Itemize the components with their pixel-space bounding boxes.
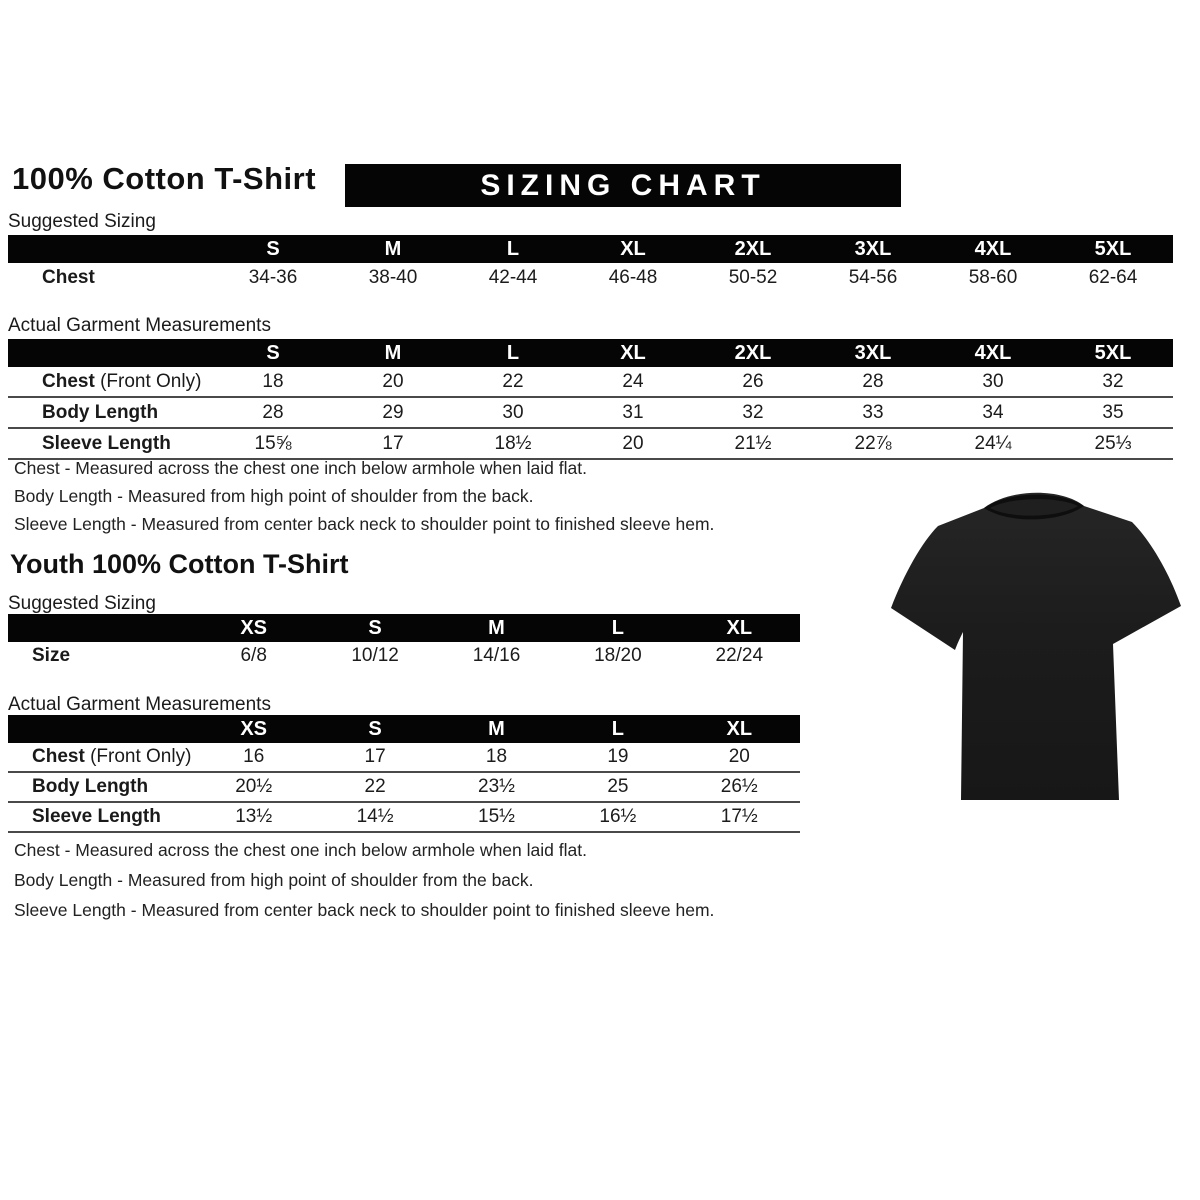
col-header: 4XL	[974, 237, 1012, 260]
col-header: XS	[240, 717, 268, 740]
table-cell: 26	[742, 370, 764, 392]
col-header: L	[506, 237, 520, 260]
adult-suggested-header-row	[8, 235, 1173, 263]
table-cell: 21½	[734, 432, 772, 454]
youth-actual-table	[8, 715, 800, 833]
col-header: M	[488, 717, 505, 740]
row-label: Chest (Front Only)	[32, 746, 192, 767]
youth-actual-label: Actual Garment Measurements	[8, 694, 271, 715]
table-cell: 33	[862, 401, 884, 423]
table-row	[8, 803, 800, 833]
table-cell: 15⅝	[254, 432, 292, 454]
table-row	[8, 263, 1173, 292]
col-header: M	[488, 616, 505, 639]
table-cell: 18/20	[594, 645, 642, 666]
table-cell: 18½	[494, 432, 532, 454]
row-label: Size	[32, 645, 71, 666]
table-cell: 28	[262, 401, 284, 423]
note-chest: Chest - Measured across the chest one inch below armhole when laid flat.	[14, 458, 587, 478]
black-tshirt-image	[878, 466, 1196, 818]
col-header: L	[611, 616, 624, 639]
table-cell: 24	[622, 370, 644, 392]
table-cell: 31	[622, 401, 644, 423]
table-cell: 30	[502, 401, 524, 423]
adult-suggested-label: Suggested Sizing	[8, 211, 156, 232]
table-cell: 25	[607, 776, 629, 797]
col-header: XL	[620, 341, 646, 364]
table-cell: 10/12	[351, 645, 399, 666]
table-row	[8, 642, 800, 670]
row-label: Sleeve Length	[42, 432, 171, 454]
table-row	[8, 398, 1173, 429]
table-cell: 15½	[478, 806, 515, 827]
youth-suggested-label: Suggested Sizing	[8, 593, 156, 614]
row-label: Chest	[42, 266, 95, 288]
table-cell: 32	[1102, 370, 1124, 392]
table-cell: 58-60	[968, 266, 1018, 288]
table-cell: 19	[607, 746, 629, 767]
table-cell: 20½	[235, 776, 273, 797]
table-cell: 20	[382, 370, 404, 392]
table-cell: 18	[485, 746, 508, 767]
note-body-length: Body Length - Measured from high point of shoulder from the back.	[14, 486, 534, 506]
table-cell: 28	[862, 370, 884, 392]
table-cell: 17½	[720, 806, 758, 827]
tshirt-body	[891, 493, 1181, 800]
table-cell: 18	[262, 370, 284, 392]
col-header: XL	[726, 616, 753, 639]
youth-actual-header-row	[8, 715, 800, 743]
sizing-chart-banner-text: SIZING CHART	[480, 168, 766, 202]
col-header: S	[266, 237, 280, 260]
table-cell: 34	[982, 401, 1004, 423]
note-body-length: Body Length - Measured from high point of shoulder from the back.	[14, 870, 534, 890]
table-cell: 20	[622, 432, 644, 454]
table-row	[8, 773, 800, 803]
table-cell: 30	[982, 370, 1004, 392]
table-cell: 35	[1102, 401, 1124, 423]
table-cell: 16	[243, 746, 265, 767]
col-header: 2XL	[734, 341, 772, 364]
table-cell: 24¼	[974, 432, 1012, 454]
table-cell: 29	[382, 401, 404, 423]
col-header: 2XL	[734, 237, 772, 260]
note-sleeve-length: Sleeve Length - Measured from center back neck to shoulder point to finished sleeve hem.	[14, 514, 715, 534]
row-label: Body Length	[32, 776, 149, 797]
adult-actual-table	[8, 339, 1173, 460]
table-row	[8, 429, 1173, 460]
col-header: M	[384, 341, 402, 364]
table-cell: 62-64	[1088, 266, 1138, 288]
tshirt-svg	[878, 466, 1196, 818]
table-cell: 22	[502, 370, 524, 392]
col-header: XL	[620, 237, 646, 260]
col-header: 5XL	[1094, 341, 1132, 364]
table-cell: 17	[364, 746, 386, 767]
youth-measurement-notes	[14, 841, 714, 931]
col-header: M	[384, 237, 402, 260]
table-row	[8, 743, 800, 773]
table-cell: 13½	[235, 806, 273, 827]
table-cell: 20	[728, 746, 750, 767]
table-cell: 22	[364, 776, 386, 797]
table-cell: 16½	[599, 806, 637, 827]
col-header: S	[266, 341, 280, 364]
youth-suggested-table	[8, 614, 800, 670]
col-header: XS	[240, 616, 268, 639]
table-cell: 6/8	[240, 645, 267, 666]
col-header: 3XL	[854, 237, 892, 260]
table-cell: 14/16	[472, 645, 521, 666]
youth-title: Youth 100% Cotton T-Shirt	[10, 549, 349, 579]
table-cell: 34-36	[248, 266, 298, 288]
table-cell: 50-52	[728, 266, 778, 288]
col-header: S	[368, 717, 382, 740]
col-header: XL	[726, 717, 753, 740]
table-cell: 54-56	[848, 266, 898, 288]
table-cell: 23½	[478, 776, 515, 797]
col-header: 3XL	[854, 341, 892, 364]
adult-actual-header-row	[8, 339, 1173, 367]
table-cell: 17	[382, 432, 404, 454]
table-cell: 22/24	[715, 645, 764, 666]
adult-actual-label: Actual Garment Measurements	[8, 315, 271, 336]
table-cell: 14½	[356, 806, 394, 827]
table-row	[8, 367, 1173, 398]
youth-suggested-header-row	[8, 614, 800, 642]
note-sleeve-length: Sleeve Length - Measured from center back neck to shoulder point to finished sleeve hem.	[14, 900, 715, 920]
adult-suggested-table	[8, 235, 1173, 292]
page-title: 100% Cotton T-Shirt	[12, 161, 317, 196]
table-cell: 32	[742, 401, 764, 423]
table-cell: 22⅞	[854, 432, 892, 454]
table-cell: 26½	[720, 776, 758, 797]
row-label: Chest (Front Only)	[42, 370, 202, 392]
col-header: 5XL	[1094, 237, 1132, 260]
col-header: L	[506, 341, 520, 364]
adult-measurement-notes	[14, 459, 714, 543]
table-cell: 38-40	[368, 266, 418, 288]
row-label: Body Length	[42, 401, 159, 423]
col-header: L	[611, 717, 624, 740]
row-label: Sleeve Length	[32, 806, 161, 827]
table-cell: 25⅓	[1094, 432, 1132, 454]
col-header: 4XL	[974, 341, 1012, 364]
table-cell: 42-44	[488, 266, 538, 288]
col-header: S	[368, 616, 382, 639]
note-chest: Chest - Measured across the chest one inch below armhole when laid flat.	[14, 840, 587, 860]
sizing-chart-banner	[345, 164, 901, 207]
table-cell: 46-48	[608, 266, 658, 288]
